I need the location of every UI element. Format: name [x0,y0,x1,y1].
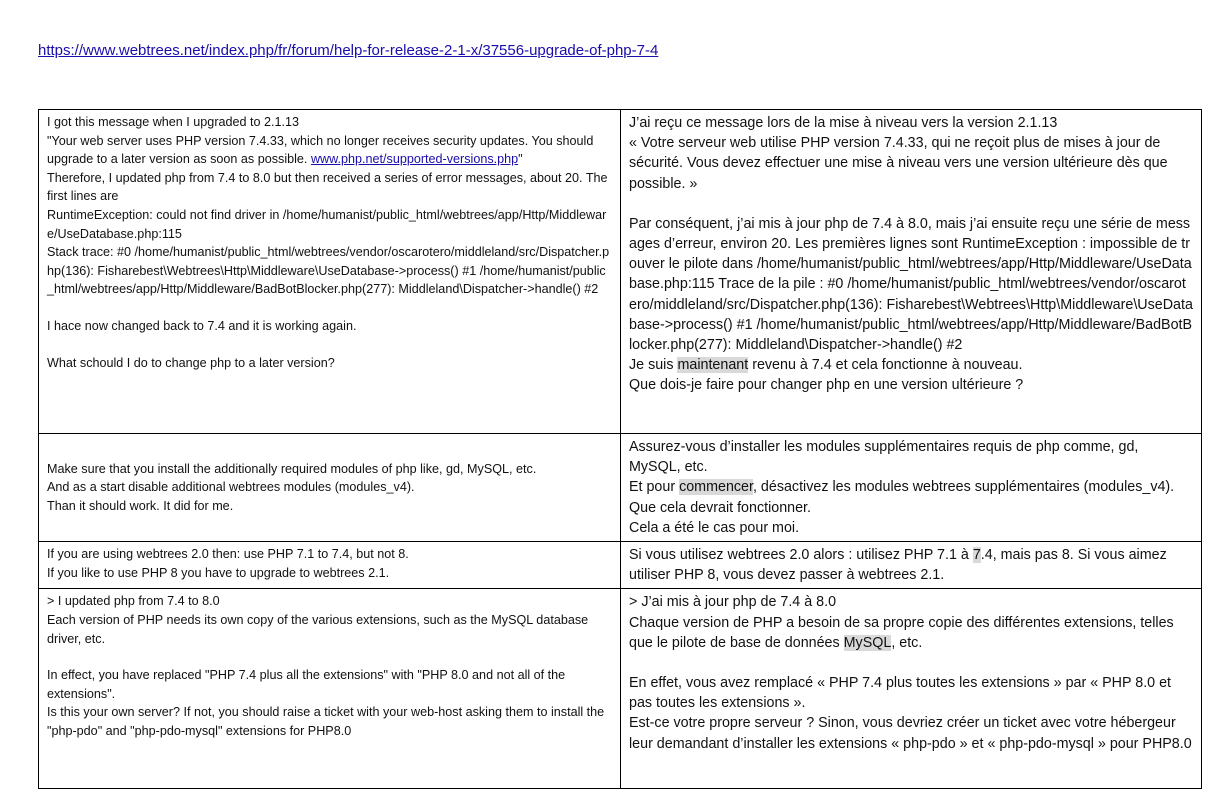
text-fragment: , etc. [891,634,923,651]
english-cell [39,434,621,542]
highlighted-word: 7 [972,547,981,564]
text-line [47,132,612,169]
text-line: RuntimeException: could not find driver in /home/humanist/public_html/webtrees/app/Http/Middleware/UseDatabase.php:115 [47,207,607,241]
text-line [629,477,1193,517]
text-line: Par conséquent, j’ai mis à jour php de 7.4 à 8.0, mais j’ai ensuite reçu une série de messages d’erreur, environ 20. Les premières lignes sont RuntimeException : impossible de trouver le pilote dans /home/humanist/public_html/webtrees/app/Http/Middleware/UseDatabase.php:115 Trace de la pile : #0 /home/humanist/public_html/webtrees/vendor/oscarotero/middleland/src/Dispatcher.php(136): Fisharebest\Webtrees\Http\Middleware\UseDatabase->process() #1 /home/humanist/public_html/webtrees/app/Http/Middleware/BadBotBlocker.php(277): Middleland\Dispatcher->handle() #2 [629,215,1193,354]
text-line: What schould I do to change php to a later version? [47,355,335,370]
text-line: En effet, vous avez remplacé « PHP 7.4 plus toutes les extensions » par « PHP 8.0 et pas toutes les extensions ». [629,675,1172,712]
text-line: Assurez-vous d’installer les modules supplémentaires requis de php comme, gd, MySQL, etc. [629,439,1139,476]
spacer [629,194,1193,214]
text-fragment: Si vous utilisez webtrees 2.0 alors : utilisez PHP 7.1 à [629,547,973,564]
text-line: Que dois-je faire pour changer php en une version ultérieure ? [629,377,1024,394]
french-cell [621,589,1202,789]
text-line: Therefore, I updated php from 7.4 to 8.0 but then received a series of error messages, about 20. The first lines are [47,170,608,204]
text-line [629,355,1193,375]
text-line: « Votre serveur web utilise PHP version 7.4.33, qui ne reçoit plus de mises à jour de sécurité. Vous devez effectuer une mise à niveau vers une version ultérieure dès que possible. » [629,135,1168,192]
table-row [39,434,1202,542]
text-fragment: Chaque version de PHP a besoin de sa propre copie des différentes extensions, telles que le pilote de base de données [629,614,1174,651]
french-cell [621,434,1202,542]
highlighted-word: maintenant [677,357,749,374]
table-row [39,542,1202,589]
bilingual-table [38,109,1202,789]
text-fragment: Je suis [629,357,678,374]
text-line: If you like to use PHP 8 you have to upgrade to webtrees 2.1. [47,565,390,580]
text-line [629,613,1193,653]
text-fragment: .4, mais pas 8. Si vous aimez utiliser PHP 8, vous devez passer à webtrees 2.1. [629,547,1167,584]
table-row [39,589,1202,789]
spacer [47,299,612,317]
php-versions-link[interactable]: www.php.net/supported-versions.php [310,152,519,167]
text-line: Is this your own server? If not, you should raise a ticket with your web-host asking them to install the "php-pdo" and "php-pdo-mysql" extensions for PHP8.0 [47,705,605,738]
text-line: > I updated php from 7.4 to 8.0 [47,594,220,609]
spacer [47,648,612,666]
french-cell [621,110,1202,434]
highlighted-word: commencer [679,479,753,496]
english-cell [39,589,621,789]
english-cell [39,110,621,434]
text-fragment: Et pour [629,479,680,496]
english-cell [39,542,621,589]
source-link[interactable]: https://www.webtrees.net/index.php/fr/forum/help-for-release-2-1-x/37556-upgrade-of-php-7-4 [38,42,659,59]
highlighted-word: MySQL [843,634,892,651]
text-fragment: " [518,152,523,167]
text-line [629,545,1193,585]
text-fragment: "Your web server uses PHP version 7.4.33, which no longer receives security updates. You should upgrade to a later version as soon as possible. [47,133,594,167]
text-line: Make sure that you install the additionally required modules of php like, gd, MySQL, etc. [47,461,537,476]
text-line: I hace now changed back to 7.4 and it is working again. [47,318,357,333]
text-line: If you are using webtrees 2.0 then: use PHP 7.1 to 7.4, but not 8. [47,547,409,562]
text-fragment: , désactivez les modules webtrees supplémentaires (modules_v4). Que cela devrait fonctionner. [629,479,1175,516]
text-line: Est-ce votre propre serveur ? Sinon, vous devriez créer un ticket avec votre hébergeur leur demandant d’installer les extensions « php-pdo » et « php-pdo-mysql » pour PHP8.0 [629,715,1192,752]
text-line: J’ai reçu ce message lors de la mise à niveau vers la version 2.1.13 [629,115,1058,131]
text-line: Each version of PHP needs its own copy of the various extensions, such as the MySQL database driver, etc. [47,613,589,646]
text-line: Cela a été le cas pour moi. [629,519,800,536]
spacer [629,653,1193,673]
text-line: Stack trace: #0 /home/humanist/public_html/webtrees/vendor/oscarotero/middleland/src/Dispatcher.php(136): Fisharebest\Webtrees\Http\Middleware\UseDatabase->process() #1 /home/humanist/public_html/webtrees/app/Http/Middleware/BadBotBlocker.php(277): Middleland\Dispatcher->handle() #2 [47,245,610,297]
text-line: > J’ai mis à jour php de 7.4 à 8.0 [629,594,837,611]
text-line: In effect, you have replaced "PHP 7.4 plus all the extensions" with "PHP 8.0 and not all of the extensions". [47,668,566,701]
text-line: And as a start disable additional webtrees modules (modules_v4). [47,480,415,495]
text-fragment: revenu à 7.4 et cela fonctionne à nouveau. [748,357,1023,374]
french-cell [621,542,1202,589]
spacer [47,336,612,354]
text-line: Than it should work. It did for me. [47,498,234,513]
table-row [39,110,1202,434]
text-line: I got this message when I upgraded to 2.1.13 [47,115,300,129]
